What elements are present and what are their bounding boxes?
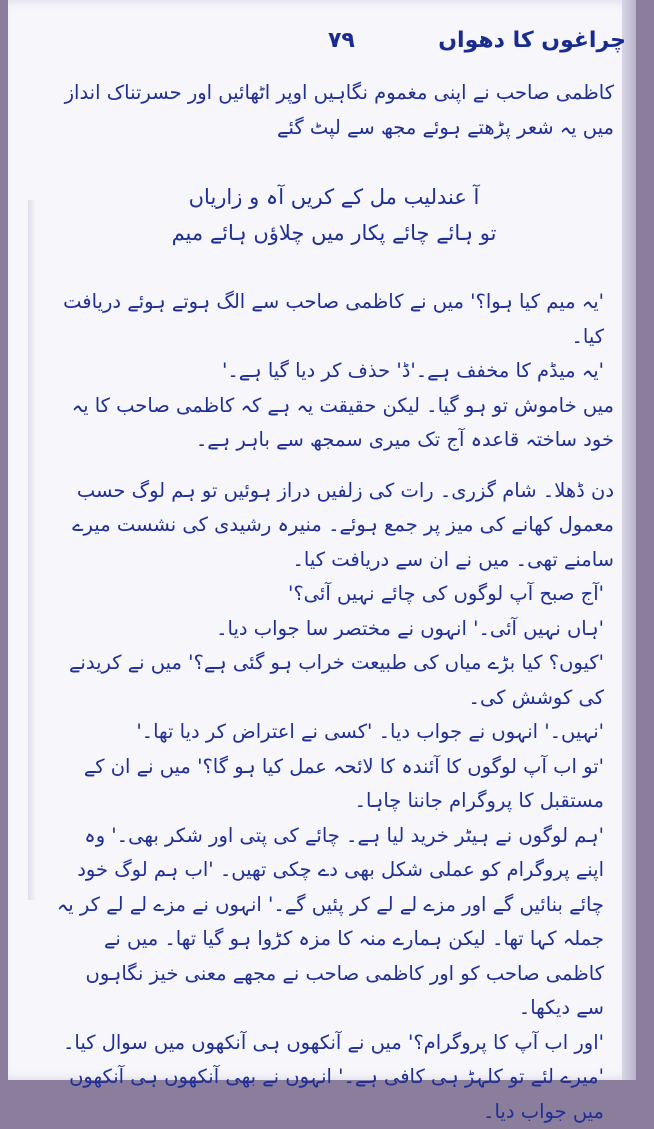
paragraph: 'ہاں نہیں آئی۔' انہوں نے مختصر سا جواب دیا۔: [216, 616, 604, 640]
page-shadow: [28, 200, 36, 900]
paragraph: 'نہیں۔' انہوں نے جواب دیا۔ 'کسی نے اعتراض کر دیا تھا۔': [136, 720, 604, 743]
poetry-couplet: [54, 179, 614, 251]
running-title: چراغوں کا دھواں: [438, 28, 626, 53]
page-text: [54, 76, 614, 1129]
couplet-line: تو ہائے چائے پکار میں چلاؤں ہائے میم: [171, 221, 497, 245]
paragraph: 'ہم لوگوں نے ہیٹر خرید لیا ہے۔ چائے کی پتی اور شکر بھی۔' وہ اپنے پروگرام کو عملی شکل بھی دے چکی تھیں۔ 'اب ہم لوگ خود چائے بنائیں گے اور مزے لے لے کر پئیں گے۔' انہوں نے مزے لے لے کر یہ جملہ کہا تھا۔ لیکن ہمارے منہ کا مزہ کڑوا ہو گیا تھا۔ میں نے کاظمی صاحب کو اور کاظمی صاحب نے مجھے معنی خیز نگاہوں سے دیکھا۔: [56, 823, 604, 1019]
intro-line: ہوئے مجھ سے لپٹ گئے: [277, 115, 461, 139]
intro-line: کاظمی صاحب نے اپنی مغموم نگاہیں اوپر اٹھائیں اور حسرتناک انداز میں یہ شعر پڑھتے: [64, 81, 614, 139]
paragraph: 'کیوں؟ کیا بڑے میاں کی طبیعت خراب ہو گئی ہے؟' میں نے کریدنے کی کوشش کی۔: [68, 651, 604, 709]
paragraph: دن ڈھلا۔ شام گزری۔ رات کی زلفیں دراز ہوئیں تو ہم لوگ حسب معمول کھانے کی میز پر جمع ہوئے۔ منیرہ رشیدی کی نشست میرے سامنے تھی۔ میں نے ان سے دریافت کیا۔: [72, 478, 614, 571]
paragraph: 'آج صبح آپ لوگوں کی چائے نہیں آئی؟': [287, 582, 604, 605]
paragraph: 'اور اب آپ کا پروگرام؟' میں نے آنکھوں ہی آنکھوں میں سوال کیا۔: [62, 1030, 604, 1054]
intro-paragraph: [54, 76, 614, 145]
paragraph: 'میرے لئے تو کلہڑ ہی کافی ہے۔' انہوں نے بھی آنکھوں ہی آنکھوں میں جواب دیا۔: [69, 1065, 604, 1123]
couplet-line: آ عندلیب مل کے کریں آہ و زاریاں: [188, 185, 480, 209]
book-spine: [622, 0, 636, 1080]
paragraph: 'تو اب آپ لوگوں کا آئندہ کا لائحہ عمل کیا ہو گا؟' میں نے ان کے مستقبل کا پروگرام جاننا چاہا۔: [83, 754, 604, 812]
page-number: ۷۹: [328, 28, 355, 53]
paragraph: میں خاموش تو ہو گیا۔ لیکن حقیقت یہ ہے کہ کاظمی صاحب کا یہ خود ساختہ قاعدہ آج تک میری سمجھ سے باہر ہے۔: [71, 393, 614, 451]
paragraph: 'یہ میم کیا ہوا؟' میں نے کاظمی صاحب سے الگ ہوتے ہوئے دریافت کیا۔: [63, 290, 604, 348]
page-header: [8, 28, 636, 62]
book-page: [8, 0, 636, 1123]
paragraph: 'یہ میڈم کا مخفف ہے۔'ڈ' حذف کر دیا گیا ہے۔': [222, 359, 604, 382]
